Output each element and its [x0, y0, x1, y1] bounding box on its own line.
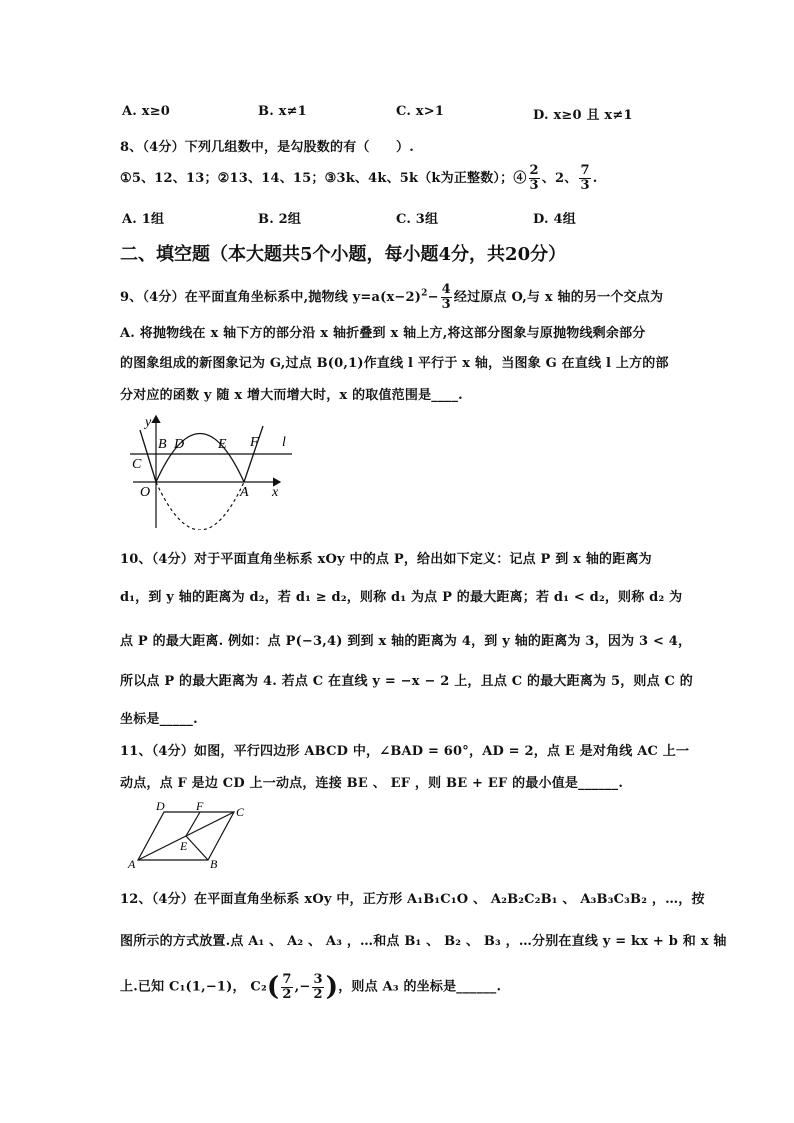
q8-option-d: D. 4组: [533, 212, 576, 227]
q9-line-2: A. 将抛物线在 x 轴下方的部分沿 x 轴折叠到 x 轴上方,将这部分图象与原抛物线剩余部分: [120, 326, 646, 341]
q8-items: [120, 164, 597, 193]
label-f: F: [196, 799, 204, 813]
q12-fraction-2: $\frac{3}{2}$: [313, 971, 323, 1002]
q8-option-c: C. 3组: [396, 212, 439, 227]
segment-be: [186, 836, 208, 860]
q8-fraction-1: $\frac{2}{3}$: [529, 163, 539, 193]
label-d: D: [174, 437, 185, 452]
q10-line-4: 所以点 P 的最大距离为 4. 若点 C 在直线 y = −x − 2 上，且点 C 的最大距离为 5，则点 C 的: [120, 674, 693, 689]
label-x: x: [272, 485, 279, 500]
label-a: A: [240, 485, 249, 500]
q8-option-a: A. 1组: [122, 212, 165, 227]
q11-line-2: 动点，点 F 是边 CD 上一动点，连接 BE 、 EF ，则 BE + EF 的最小值是______.: [120, 776, 624, 791]
q12-line-1: 12、（4分）在平面直角坐标系 xOy 中，正方形 A₁B₁C₁O 、 A₂B₂C₂B₁ 、 A₃B₃C₃B₂ ，…，按: [120, 892, 705, 907]
q9-fraction: $\frac{4}{3}$: [441, 282, 451, 312]
q10-line-1: 10、（4分）对于平面直角坐标系 xOy 中的点 P，给出如下定义：记点 P 到 x 轴的距离为: [120, 552, 652, 567]
q9-line-1: 9、（4分）在平面直角坐标系中,抛物线 $y=a(x-2)^2-$ $\frac{4}{3}$ 经过原点 O,与 x 轴的另一个交点为: [120, 282, 664, 312]
label-y: y: [145, 415, 152, 430]
q12-line-3: 上.已知 C₁(1,−1)， C₂( $\frac{7}{2}$ ,− $\frac{3}{2}$ )，则点 A₃ 的坐标是______.: [120, 971, 502, 1002]
label-c: C: [236, 805, 245, 819]
q10-line-5: 坐标是_____.: [120, 712, 198, 727]
graph-dashed-part: [156, 482, 244, 530]
graph-arch: [156, 434, 244, 483]
q9-line-3: 的图象组成的新图象记为 G,过点 B(0,1)作直线 l 平行于 x 轴，当图象 G 在直线 l 上方的部: [120, 356, 669, 371]
graph-left-branch: [140, 430, 156, 482]
label-e: E: [218, 437, 227, 452]
label-o: O: [140, 485, 151, 500]
q12-fraction-1: $\frac{7}{2}$: [282, 971, 292, 1002]
q9-line-4: 分对应的函数 y 随 x 增大而增大时，x 的取值范围是____.: [120, 388, 463, 403]
q11-parallelogram-figure: [124, 798, 254, 870]
label-f: F: [250, 435, 259, 450]
q7-option-b: B. x≠1: [258, 104, 307, 119]
q8-option-b: B. 2组: [258, 212, 302, 227]
q8-stem: 8、（4分）下列几组数中，是勾股数的有（ ）.: [120, 140, 414, 155]
label-c: C: [132, 457, 142, 472]
q7-option-c: C. x>1: [396, 104, 445, 119]
q11-line-1: 11、（4分）如图，平行四边形 ABCD 中，∠BAD = 60°，AD = 2，点 E 是对角线 AC 上一: [120, 744, 690, 759]
q7-option-d: D. x≥0 且 x≠1: [533, 108, 633, 123]
label-b: B: [210, 857, 218, 870]
section-title: 二、填空题（本大题共5个小题，每小题4分，共20分）: [120, 244, 567, 265]
label-a: A: [128, 857, 136, 870]
label-e: E: [180, 839, 188, 853]
q7-option-a: A. x≥0: [122, 104, 171, 119]
q8-items-text: ①5、12、13；②13、14、15；③3k、4k、5k（k为正整数）；④: [120, 171, 527, 186]
q10-line-3: 点 P 的最大距离. 例如：点 P(−3,4) 到到 x 轴的距离为 4，到 y 轴的距离为 3，因为 3 < 4，: [120, 634, 692, 649]
label-b: B: [158, 437, 167, 452]
q8-fraction-2: $\frac{7}{3}$: [580, 163, 590, 193]
label-l: l: [282, 435, 286, 450]
q10-line-2: d₁，到 y 轴的距离为 d₂，若 d₁ ≥ d₂，则称 d₁ 为点 P 的最大距离；若 d₁ < d₂，则称 d₂ 为: [120, 590, 683, 605]
q8-sep: 、2、: [541, 171, 578, 186]
q9-parabola-figure: [120, 410, 300, 530]
q12-line-2: 图所示的方式放置.点 A₁ 、 A₂ 、 A₃ ，…和点 B₁ 、 B₂ 、 B₃ ，…分别在直线 y = kx + b 和 x 轴: [120, 934, 727, 949]
q8-end: .: [592, 171, 598, 186]
label-d: D: [156, 799, 165, 813]
